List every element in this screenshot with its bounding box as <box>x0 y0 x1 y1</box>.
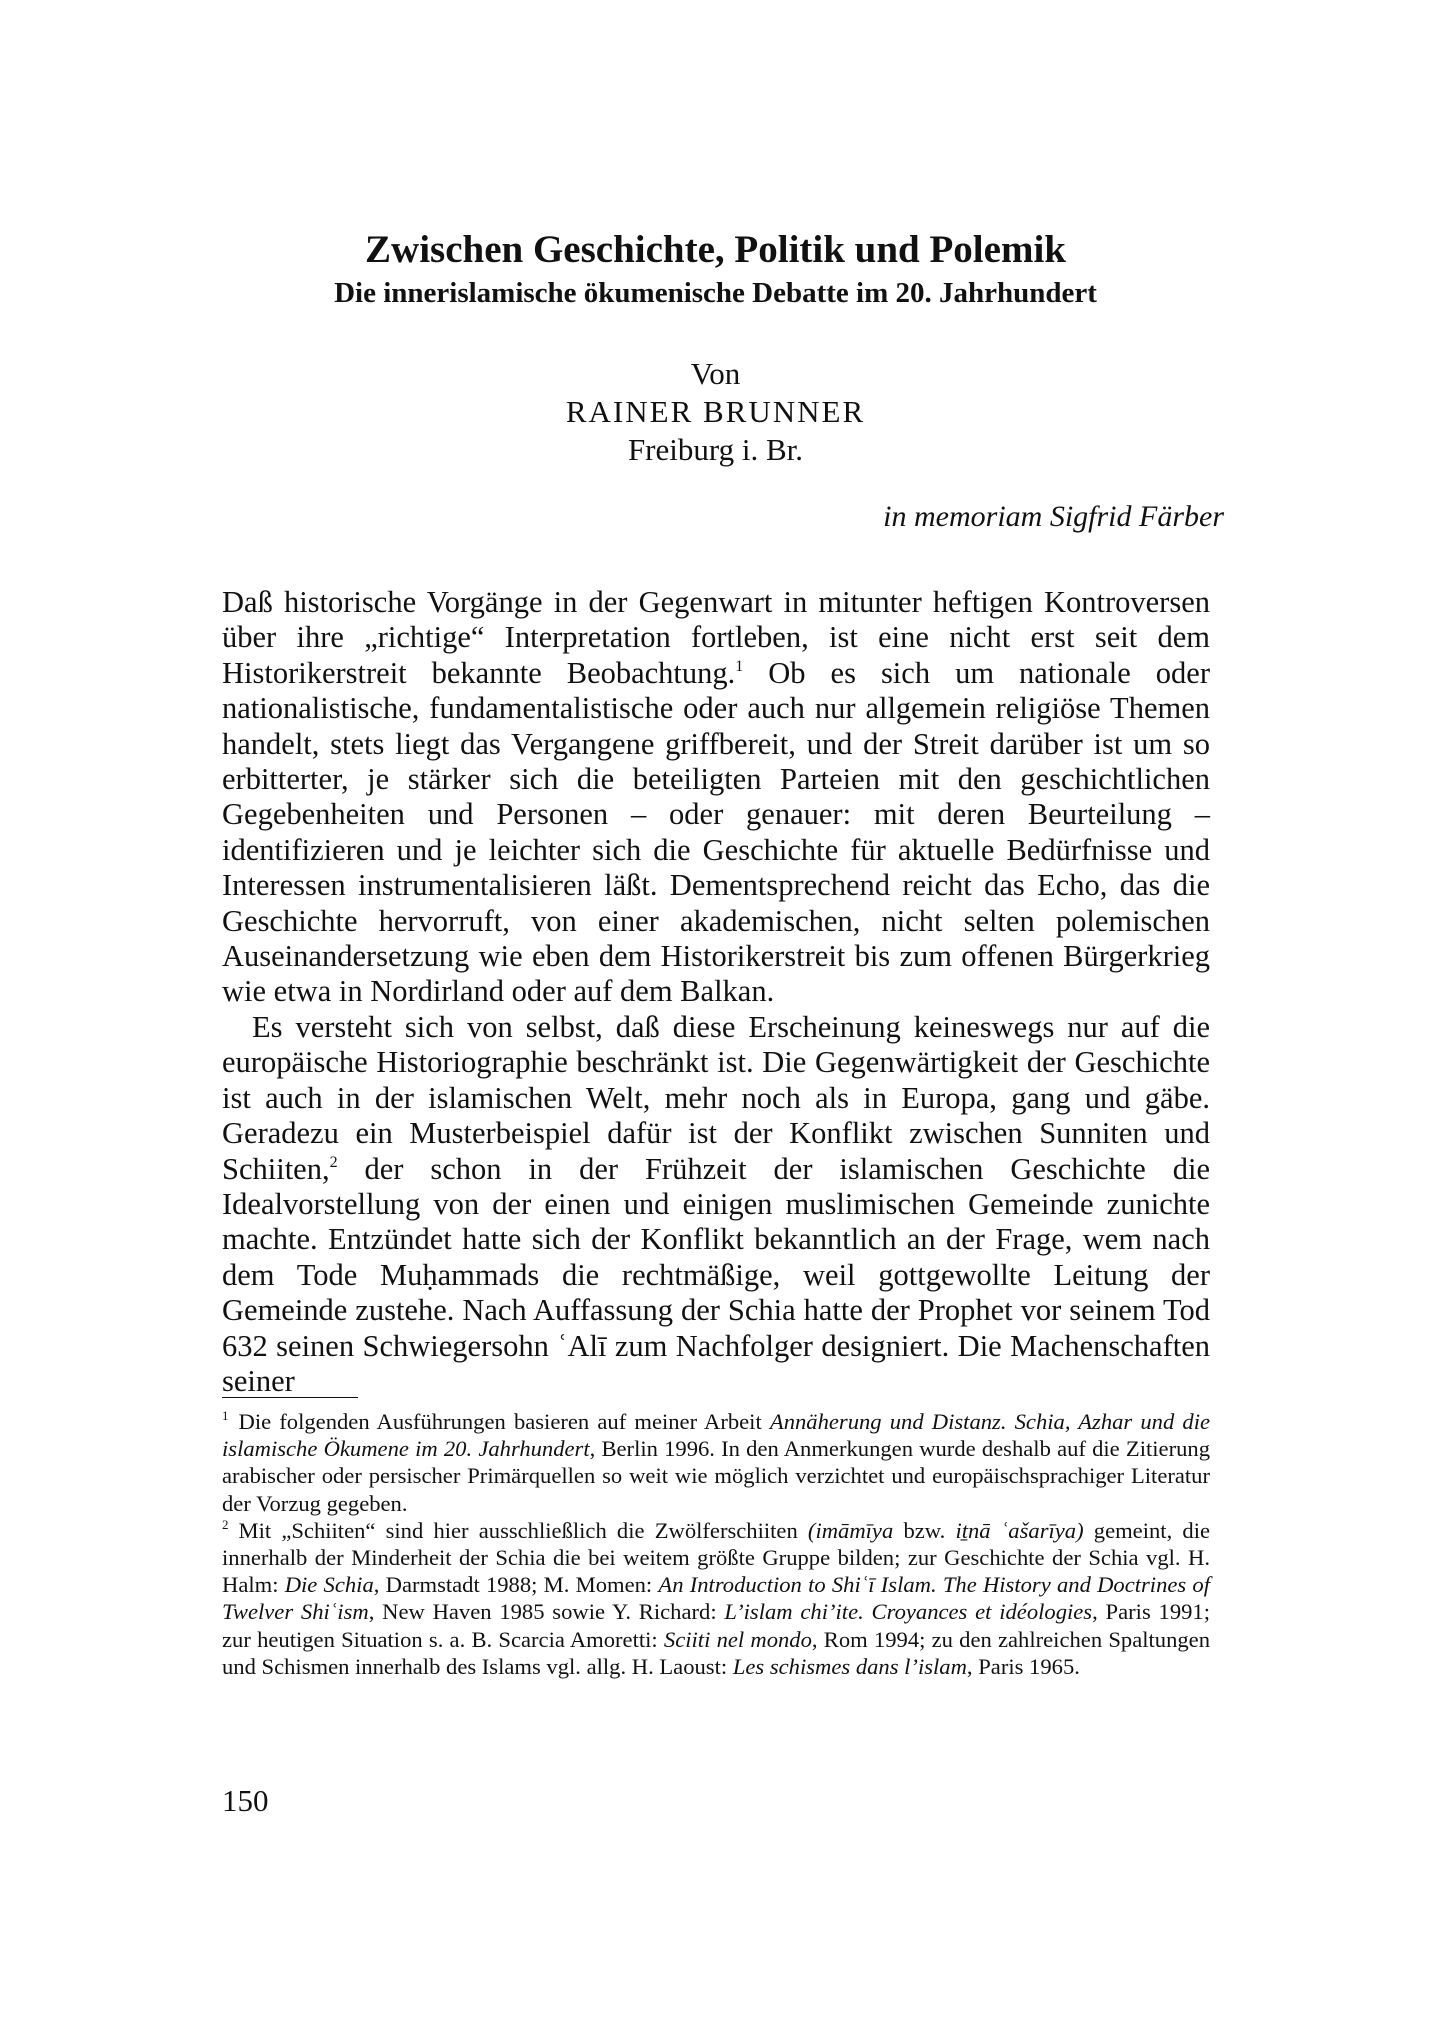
footnote-2-term: (imāmīya <box>807 1517 894 1543</box>
article-subtitle: Die innerislamische ökumenische Debatte im 20. Jahrhundert <box>334 277 1097 309</box>
author-name: RAINER BRUNNER <box>565 394 866 429</box>
footnote-1-text: , Berlin 1996. In den Anmerkungen wurde deshalb auf die Zitierung arabischer oder persischer Primärquellen so weit wie möglich verzichtet und europäischsprachiger Literatur der Vorzug gegeben. <box>222 1436 1210 1516</box>
footnote-2-text: Mit „Schiiten“ sind hier ausschließlich die Zwölferschiiten <box>238 1517 808 1543</box>
footnote-ref-2[interactable]: 2 <box>329 1153 338 1171</box>
footnote-1 <box>222 1408 1210 1517</box>
footnote-1-text: Die folgenden Ausführungen basieren auf meiner Arbeit <box>238 1409 770 1434</box>
title-block <box>0 226 1431 312</box>
author-location: Freiburg i. Br. <box>627 432 804 467</box>
paragraph-1-part-a: Daß historische Vorgänge in der Gegenwart in mitunter heftigen Kontroversen über ihre „richtige“ Interpretation fortleben, ist eine nicht erst seit dem Historikerstreit bekannte Beobachtung. <box>222 585 1210 690</box>
footnote-2-text: , Paris 1965. <box>966 1653 1080 1679</box>
author-von: Von <box>690 356 741 391</box>
footnote-2-title: Die Schia <box>284 1572 374 1598</box>
page-number: 150 <box>222 1783 269 1818</box>
footnote-2-text: , New Haven 1985 sowie Y. Richard: <box>368 1599 725 1625</box>
article-title: Zwischen Geschichte, Politik und Polemik <box>365 228 1066 271</box>
footnote-2-number: 2 <box>222 1516 229 1532</box>
footnote-2-text: bzw. <box>893 1517 956 1543</box>
paragraph-1-part-b: Ob es sich um nationale oder nationalistische, fundamentalistische oder auch nur allgemein religiöse Themen handelt, stets liegt das Vergangene griffbereit, und der Streit darüber ist um so erbitterter, je stärker sich die beteiligten Parteien mit den geschichtlichen Gegebenheiten und Personen – oder genauer: mit deren Beurteilung – identifizieren und je leichter sich die Geschichte für aktuelle Bedürfnisse und Interessen instrumentalisieren läßt. Dementsprechend reicht das Echo, das die Geschichte hervorruft, von einer akademischen, nicht selten polemischen Auseinandersetzung wie eben dem Historikerstreit bis zum offenen Bürgerkrieg wie etwa in Nordirland oder auf dem Balkan. <box>222 655 1210 1009</box>
body-text <box>222 585 1210 1399</box>
footnote-2-text: , Darmstadt 1988; M. Momen: <box>373 1572 659 1598</box>
dedication: in memoriam Sigfrid Färber <box>883 500 1224 533</box>
paragraph-2-part-a: Es versteht sich von selbst, daß diese Erscheinung keineswegs nur auf die europäische Historiographie beschränkt ist. Die Gegenwärtigkeit der Geschichte ist auch in der islamischen Welt, mehr noch als in Europa, gang und gäbe. Geradezu ein Musterbeispiel dafür ist der Konflikt zwischen Sunniten und Schiiten, <box>222 1009 1210 1186</box>
paragraph-2-part-b: der schon in der Frühzeit der islamischen Geschichte die Idealvorstellung von der einen und einigen muslimischen Gemeinde zunichte machte. Entzündet hatte sich der Konflikt bekanntlich an der Frage, wem nach dem Tode Muḥammads die rechtmäßige, weil gottgewollte Leitung der Gemeinde zustehe. Nach Auffassung der Schia hatte der Prophet vor seinem Tod 632 seinen Schwiegersohn ʿAlī zum Nachfolger designiert. Die Machenschaften seiner <box>222 1151 1210 1398</box>
footnotes <box>222 1408 1210 1680</box>
footnote-2-title: L’islam chi’ite. Croyances et idéologies <box>724 1599 1093 1625</box>
paragraph-1 <box>222 585 1210 1010</box>
footnote-2-text: gemeint, die innerhalb der Minderheit der Schia die bei weitem größte Gruppe bilden; zur Geschichte der Schia vgl. H. Halm: <box>222 1517 1210 1598</box>
footnote-1-title: Annäherung und Distanz. Schia, Azhar und die islamische Ökumene im 20. Jahrhundert <box>222 1409 1211 1462</box>
footnote-2-text: , Paris 1991; zur heutigen Situation s. a. B. Scarcia Amoretti: <box>222 1599 1210 1652</box>
footnote-2-title: An Introduction to Shiʿī Islam. The History and Doctrines of Twelver Shiʿism <box>222 1572 1210 1625</box>
footnote-1-number: 1 <box>222 1408 229 1423</box>
footnote-2-term: iṯnā ʿašarīya) <box>955 1517 1084 1543</box>
footnote-divider <box>222 1397 358 1398</box>
footnote-2-title: Les schismes dans l’islam <box>732 1653 967 1679</box>
footnote-2 <box>222 1517 1210 1680</box>
footnote-ref-1[interactable]: 1 <box>735 657 744 675</box>
paragraph-2 <box>222 1010 1210 1399</box>
footnote-2-title: Sciiti nel mondo <box>663 1626 812 1652</box>
author-block <box>0 355 1431 469</box>
footnote-2-text: , Rom 1994; zu den zahlreichen Spaltungen und Schismen innerhalb des Islams vgl. allg. H. Laoust: <box>222 1626 1210 1679</box>
